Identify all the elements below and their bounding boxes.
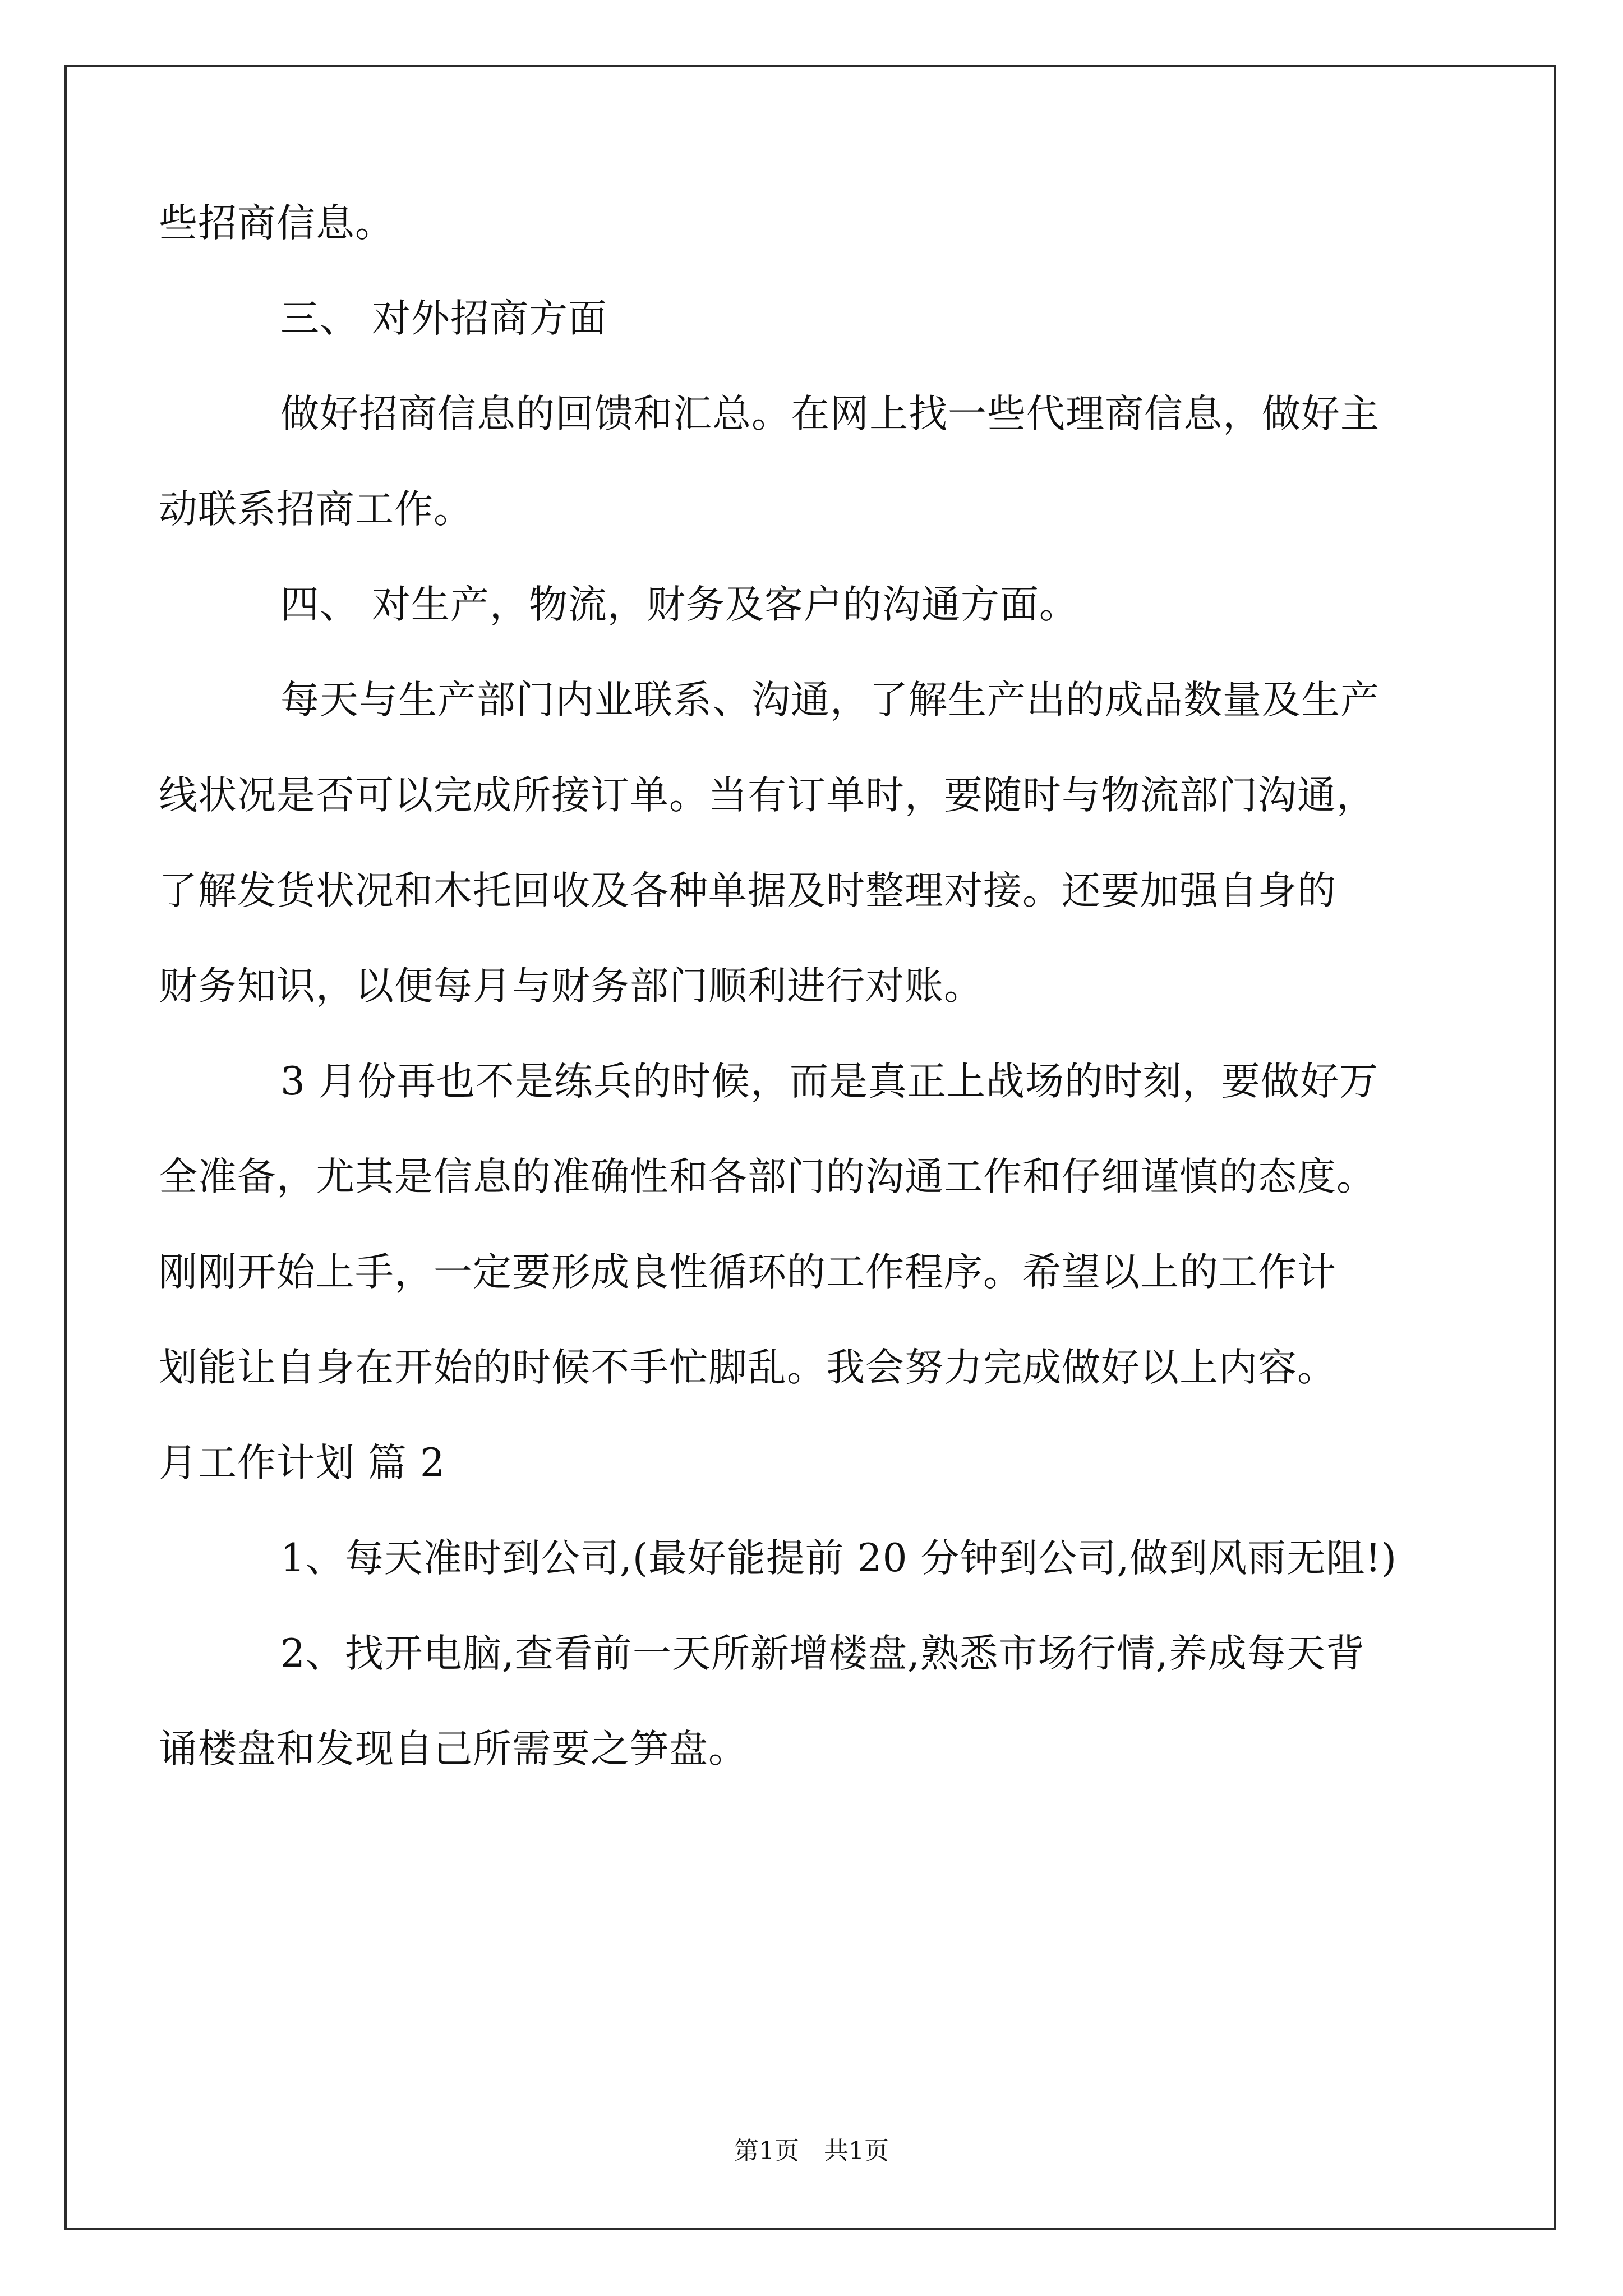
section-heading-4: 四、 对生产，物流，财务及客户的沟通方面。 [280, 582, 1078, 627]
text-line-15: 1、每天准时到公司,(最好能提前 20 分钟到公司,做到风雨无阻!) [280, 1536, 1397, 1581]
text-line-1: 些招商信息。 [159, 201, 394, 246]
text-line-10: 3 月份再也不是练兵的时候，而是真正上战场的时刻，要做好万 [280, 1059, 1378, 1104]
text-line-7: 线状况是否可以完成所接订单。当有订单时，要随时与物流部门沟通， [159, 773, 1376, 818]
text-line-8: 了解发货状况和木托回收及各种单据及时整理对接。还要加强自身的 [159, 868, 1336, 913]
text-line-17: 诵楼盘和发现自己所需要之笋盘。 [159, 1727, 748, 1772]
text-line-6: 每天与生产部门内业联系、沟通，了解生产出的成品数量及生产 [280, 678, 1380, 723]
text-line-12: 刚刚开始上手，一定要形成良性循环的工作程序。希望以上的工作计 [159, 1250, 1336, 1295]
text-line-16: 2、找开电脑,查看前一天所新增楼盘,熟悉市场行情,养成每天背 [280, 1631, 1365, 1676]
section-heading-3: 三、 对外招商方面 [280, 296, 607, 341]
document-subtitle: 月工作计划 篇 2 [159, 1441, 445, 1485]
text-line-9: 财务知识，以便每月与财务部门顺利进行对账。 [159, 964, 983, 1009]
text-line-13: 划能让自身在开始的时候不手忙脚乱。我会努力完成做好以上内容。 [159, 1345, 1336, 1390]
text-line-3: 做好招商信息的回馈和汇总。在网上找一些代理商信息，做好主 [280, 392, 1380, 436]
text-line-11: 全准备，尤其是信息的准确性和各部门的沟通工作和仔细谨慎的态度。 [159, 1154, 1376, 1199]
text-line-4: 动联系招商工作。 [159, 487, 473, 532]
page-footer: 第1页 共1页 [734, 2137, 889, 2165]
